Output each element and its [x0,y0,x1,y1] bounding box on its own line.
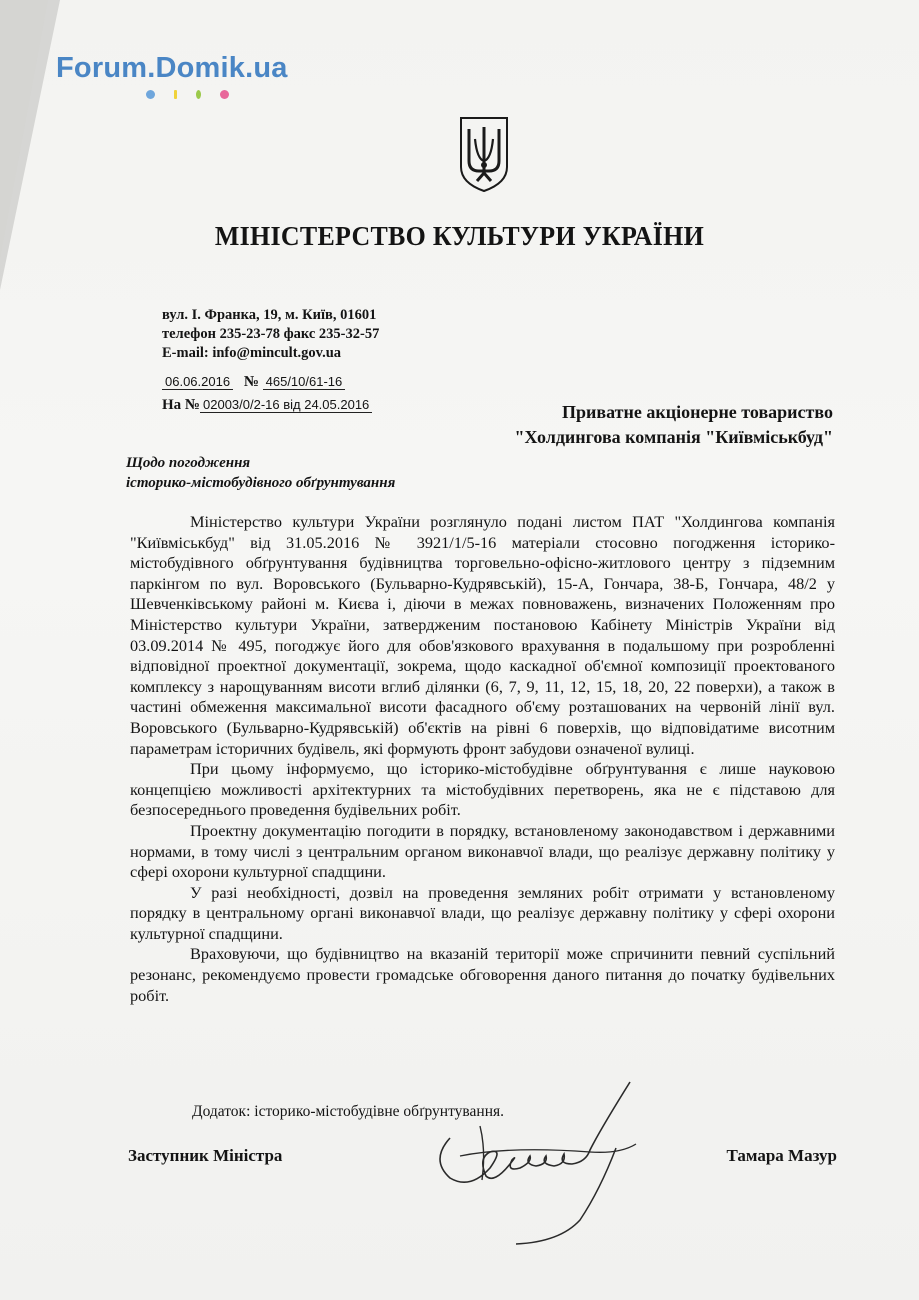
recipient-line1: Приватне акціонерне товариство [561,402,833,422]
body-paragraph: У разі необхідності, дозвіл на проведення земляних робіт отримати у встановленому порядку в центральному органі виконавчої влади, що реалізує державну політику у сфері охорони культурної спадщини. [130,882,835,943]
registration-number-label: № [243,374,259,390]
attachment-note: Додаток: історико-містобудівне обґрунтування. [192,1103,504,1120]
letter-body [130,512,835,1006]
ministry-title: МІНІСТЕРСТВО КУЛЬТУРИ УКРАЇНИ [214,221,705,251]
reply-reference: 02003/0/2-16 від 24.05.2016 [200,397,372,413]
address-phone: телефон 235-23-78 факс 235-32-57 [162,326,380,342]
body-paragraph: Проектну документацію погодити в порядку, встановленому законодавством і державними нормами, в тому числі з центральним органом виконавчої влади, що реалізує державну політику у сфері охорони культурної спадщини. [130,820,835,882]
watermark-text: Forum.Domik.ua [56,52,288,84]
signer-name: Тамара Мазур [726,1146,837,1165]
registration-number: 465/10/61-16 [263,374,346,390]
address-email: E-mail: info@mincult.gov.ua [162,345,342,361]
body-paragraph: Враховуючи, що будівництво на вказаній території може спричинити певний суспільний резонанс, рекомендуємо провести громадське обговорення даного питання до початку будівельних робіт. [130,944,835,1005]
recipient-block [515,400,833,450]
registration-date: 06.06.2016 [162,374,233,390]
body-paragraph: Міністерство культури України розглянуло подані листом ПАТ "Холдингова компанія "Київміськбуд" від 31.05.2016 № 3921/1/5-16 матеріали стосовно погодження історико-містобудівного обґрунтування будівництва торговельно-офісно-житлового центру з підземним паркінгом по вул. Воровського (Бульварно-Кудрявській), 15-А, Гончара, 38-Б, Гончара, 48/2 у Шевченківському районі м. Києва і, діючи в межах повноважень, визначених Положенням про Міністерство культури України, затвердженим постановою Кабінету Міністрів України від 03.09.2014 № 495, погоджує його для обов'язкового врахування в подальшому при розробленні відповідної проектної документації, зокрема, щодо каскадної об'ємної композиції проектованого комплексу з нарощуванням висоти вглиб ділянки (6, 7, 9, 11, 12, 15, 18, 20, 22 поверхи), а також в частині обмеження максимальної висоти фасадного об'єму розташованих на червоній лінії вул. Воровського (Бульварно-Кудрявській) об'єктів на рівні 6 поверхів, що відповідатиме висотним параметрам історичних будівель, які формують фронт забудови означеної вулиці. [130,512,835,758]
reply-reference-line [162,397,372,414]
subject-line1: Щодо погодження [126,455,251,471]
registration-line [162,374,345,391]
handwritten-signature [420,1060,680,1250]
subject-block [126,453,395,493]
watermark [56,52,288,85]
address-street: вул. І. Франка, 19, м. Київ, 01601 [162,307,377,323]
ministry-address [162,306,379,363]
watermark-dots [146,90,246,100]
reply-label: На № [162,397,200,413]
recipient-line2: "Холдингова компанія "Київміськбуд" [514,427,833,447]
subject-line2: історико-містобудівного обґрунтування [126,475,396,491]
signer-position: Заступник Міністра [128,1146,283,1165]
body-paragraph: При цьому інформуємо, що історико-містобудівне обґрунтування є лише науковою концепцією можливості архітектурних та містобудівних перетворень, яка не є підставою для безпосереднього проведення будівельних робіт. [130,759,835,820]
trident-emblem-icon [457,115,511,193]
